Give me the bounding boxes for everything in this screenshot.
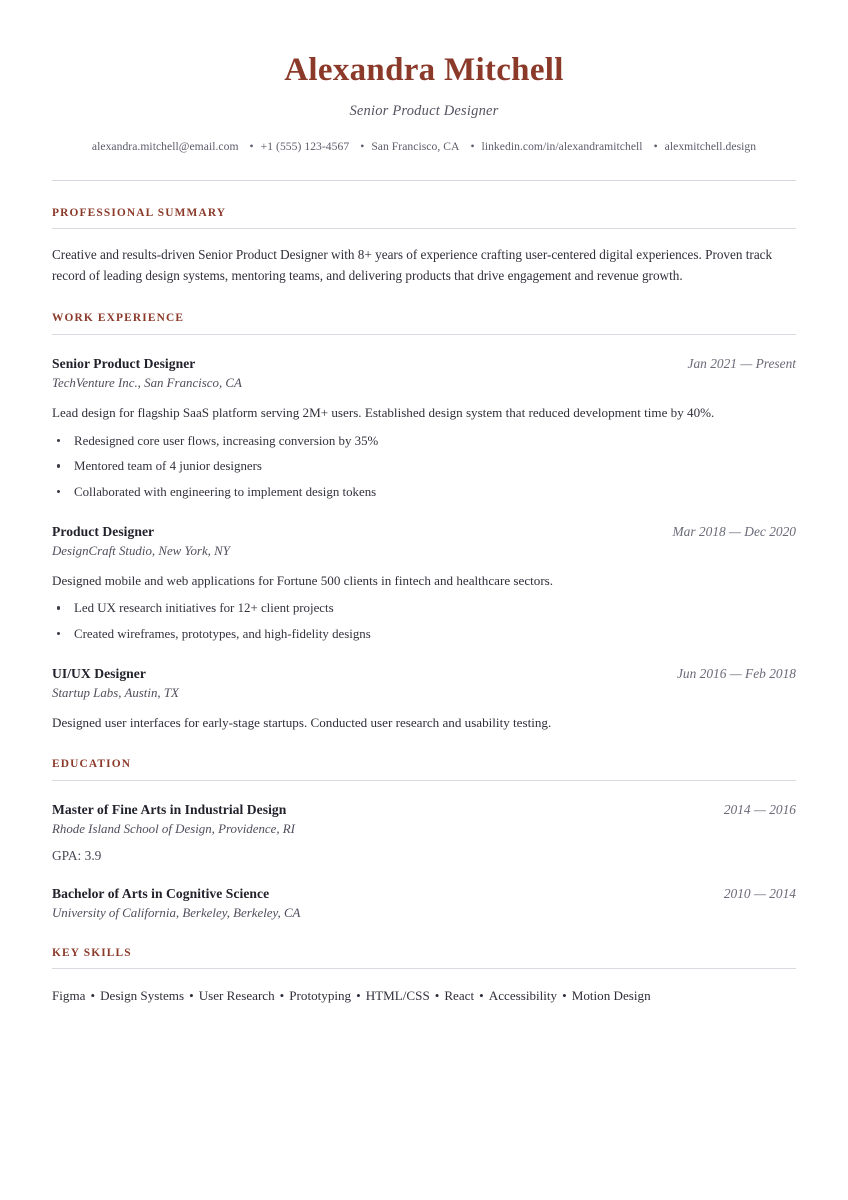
education-entry (52, 886, 796, 921)
skill-separator: • (90, 988, 96, 1004)
bullet-dot-icon (57, 439, 60, 442)
job-description: Lead design for flagship SaaS platform serving 2M+ users. Established design system that reduced development time by 40%. (52, 404, 715, 420)
section-title-skills: KEY SKILLS (52, 946, 132, 959)
education-detail: GPA: 3.9 (52, 847, 102, 863)
skill-item: Figma (52, 988, 86, 1004)
job-bullet-list (52, 432, 796, 502)
candidate-name: Alexandra Mitchell (284, 52, 564, 88)
contact-separator: • (360, 139, 365, 153)
section-professional-summary (52, 207, 796, 286)
skill-separator: • (279, 988, 285, 1004)
section-title-experience: WORK EXPERIENCE (52, 312, 185, 325)
skill-separator: • (434, 988, 440, 1004)
job-company: TechVenture Inc., San Francisco, CA (52, 375, 242, 390)
contact-line (52, 140, 796, 153)
job-company: DesignCraft Studio, New York, NY (52, 543, 230, 558)
education-entry-header (52, 886, 796, 902)
job-company: Startup Labs, Austin, TX (52, 685, 179, 700)
job-title: Senior Product Designer (52, 355, 196, 371)
job-dates: Jun 2016 — Feb 2018 (676, 665, 796, 681)
job-bullet-item (52, 625, 796, 644)
skill-item: Motion Design (571, 988, 651, 1004)
school-name: University of California, Berkeley, Berkeley, CA (52, 905, 301, 920)
job-title: UI/UX Designer (52, 665, 146, 681)
section-divider-experience (52, 334, 796, 335)
experience-entry (52, 524, 796, 644)
degree-title: Master of Fine Arts in Industrial Design (52, 801, 287, 817)
experience-entry (52, 356, 796, 502)
degree-title: Bachelor of Arts in Cognitive Science (52, 885, 270, 901)
job-bullet-text: Created wireframes, prototypes, and high-fidelity designs (74, 627, 371, 642)
education-entry-header (52, 802, 796, 818)
bullet-dot-icon (57, 490, 60, 493)
skill-item: Design Systems (100, 988, 185, 1004)
school-name: Rhode Island School of Design, Providence, RI (52, 821, 295, 836)
header-divider (52, 180, 796, 181)
skill-separator: • (562, 988, 567, 1004)
experience-entry (52, 666, 796, 733)
experience-entry-header (52, 524, 796, 540)
skill-item: HTML/CSS (365, 988, 430, 1004)
skills-line (52, 986, 796, 1006)
experience-entry-header (52, 356, 796, 372)
job-dates: Mar 2018 — Dec 2020 (672, 523, 796, 539)
job-bullet-item (52, 432, 796, 451)
skill-separator: • (356, 988, 361, 1004)
job-description: Designed user interfaces for early-stage startups. Conducted user research and usability testing. (52, 714, 552, 730)
job-bullet-item (52, 599, 796, 618)
bullet-dot-icon (57, 606, 60, 609)
degree-dates: 2014 — 2016 (723, 801, 796, 817)
skill-separator: • (189, 988, 194, 1004)
job-bullet-item (52, 457, 796, 476)
job-bullet-text: Collaborated with engineering to implement design tokens (74, 484, 377, 499)
job-bullet-text: Mentored team of 4 junior designers (74, 459, 262, 474)
contact-item[interactable]: San Francisco, CA (371, 139, 460, 153)
contact-item[interactable]: alexmitchell.design (664, 139, 757, 153)
contact-item[interactable]: alexandra.mitchell@email.com (91, 139, 239, 153)
experience-list (52, 356, 796, 732)
contact-item[interactable]: linkedin.com/in/alexandramitchell (481, 139, 643, 153)
contact-separator: • (470, 139, 475, 153)
degree-dates: 2010 — 2014 (723, 885, 796, 901)
section-divider-skills (52, 968, 796, 969)
job-dates: Jan 2021 — Present (687, 355, 796, 371)
section-education (52, 758, 796, 921)
skill-item: Prototyping (289, 988, 352, 1004)
experience-entry-header (52, 666, 796, 682)
job-bullet-text: Led UX research initiatives for 12+ client projects (74, 601, 334, 616)
section-title-summary: PROFESSIONAL SUMMARY (52, 206, 227, 219)
bullet-dot-icon (57, 464, 60, 467)
skill-separator: • (479, 988, 484, 1004)
section-title-education: EDUCATION (52, 758, 132, 771)
contact-separator: • (249, 139, 254, 153)
job-description: Designed mobile and web applications for Fortune 500 clients in fintech and healthcare sectors. (52, 572, 554, 588)
section-divider-summary (52, 228, 796, 229)
skill-item: Accessibility (488, 988, 558, 1004)
bullet-dot-icon (57, 632, 60, 635)
job-title: Product Designer (52, 523, 155, 539)
job-bullet-list (52, 599, 796, 643)
section-work-experience (52, 312, 796, 732)
contact-item[interactable]: +1 (555) 123-4567 (260, 139, 350, 153)
resume-header (52, 40, 796, 153)
skill-item: React (444, 988, 475, 1004)
skill-item: User Research (198, 988, 275, 1004)
candidate-headline: Senior Product Designer (349, 102, 499, 119)
education-list (52, 802, 796, 921)
section-key-skills (52, 947, 796, 1006)
job-bullet-text: Redesigned core user flows, increasing conversion by 35% (74, 433, 379, 448)
section-divider-education (52, 780, 796, 781)
job-bullet-item (52, 483, 796, 502)
contact-separator: • (653, 139, 658, 153)
education-entry (52, 802, 796, 864)
summary-paragraph: Creative and results-driven Senior Product Designer with 8+ years of experience crafting user-centered digital experiences. Proven track record of leading design systems, mentoring teams, and delivering products that drive engagement and revenue growth. (52, 247, 773, 283)
